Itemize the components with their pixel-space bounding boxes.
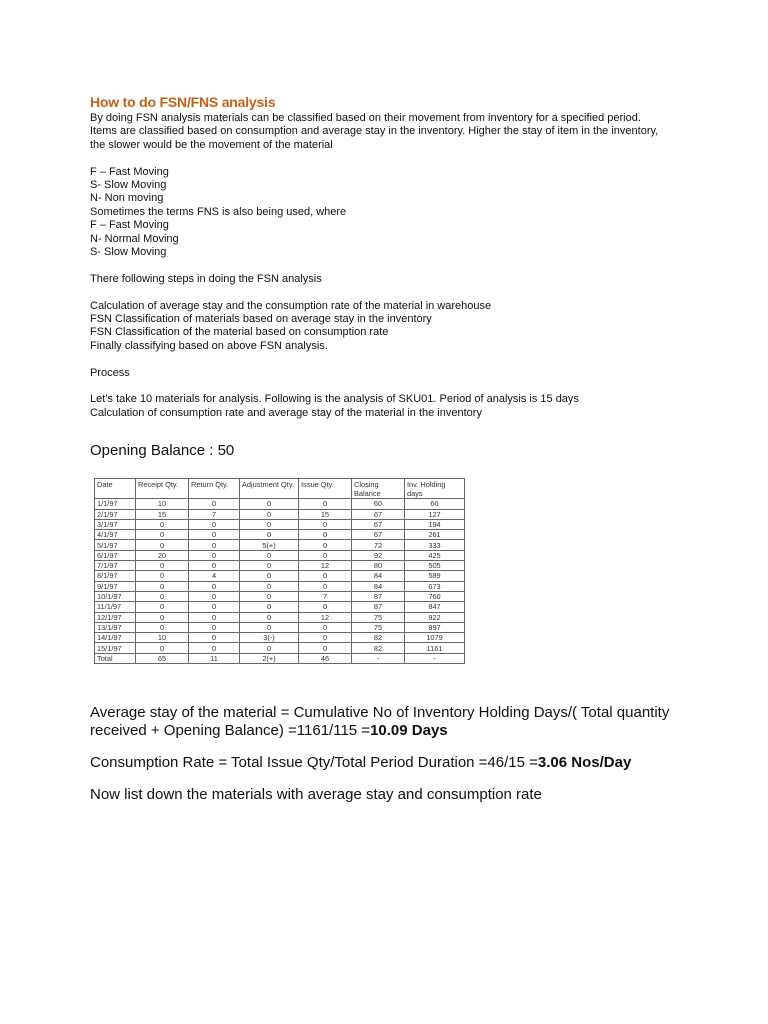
fsn-list-item: S- Slow Moving [90,246,167,259]
column-header: Adjustment Qty. [240,479,299,499]
table-cell: 0 [136,643,189,653]
table-cell: 5/1/97 [95,540,136,550]
table-cell: 87 [352,591,405,601]
table-cell: 5(+) [240,540,299,550]
table-cell: 6/1/97 [95,550,136,560]
table-cell: - [405,653,465,663]
table-row [95,519,465,529]
column-header: Inv. Holding days [405,479,465,499]
table-cell: 673 [405,581,465,591]
intro-line: By doing FSN analysis materials can be classified based on their movement from inventory for a specified period. [90,112,641,124]
page-title: How to do FSN/FNS analysis [90,94,276,110]
table-cell: 0 [299,571,352,581]
table-cell: 0 [299,550,352,560]
table-cell: 0 [240,519,299,529]
table-row [95,602,465,612]
table-cell: 10 [136,499,189,509]
table-cell: 13/1/97 [95,622,136,632]
column-header: Date [95,479,136,499]
column-header: Return Qty. [189,479,240,499]
table-cell: 0 [189,612,240,622]
step-item: FSN Classification of materials based on average stay in the inventory [90,313,432,326]
table-cell: 0 [299,643,352,653]
table-cell: 14/1/97 [95,633,136,643]
table-cell: 0 [299,530,352,540]
average-stay-line: Average stay of the material = Cumulative No of Inventory Holding Days/( Total quantity [90,704,670,722]
table-cell: 7/1/97 [95,561,136,571]
table-cell: 0 [189,530,240,540]
table-cell: 0 [299,499,352,509]
table-cell: 15 [136,509,189,519]
table-cell: 0 [136,561,189,571]
table-cell: 3/1/97 [95,519,136,529]
table-cell: 65 [136,653,189,663]
intro-line: Items are classified based on consumption and average stay in the inventory. Higher the stay of item in the inventory, [90,125,659,138]
table-cell: 505 [405,561,465,571]
table-row [95,581,465,591]
table-cell: 67 [352,530,405,540]
table-cell: 67 [352,509,405,519]
table-cell: 0 [240,591,299,601]
table-cell: 333 [405,540,465,550]
table-cell: 7 [299,591,352,601]
table-row [95,591,465,601]
table-cell: 0 [136,530,189,540]
fsn-list-item: Sometimes the terms FNS is also being used, where [90,205,347,218]
column-header: Closing Balance [352,479,405,499]
table-cell: 3(-) [240,633,299,643]
step-item: Finally classifying based on above FSN analysis. [90,339,328,352]
table-total-row [95,653,465,663]
table-cell: 0 [240,643,299,653]
table-cell: 2/1/97 [95,509,136,519]
closing-line: Now list down the materials with average stay and consumption rate [90,786,542,804]
table-cell: 60 [405,499,465,509]
table-cell: 4/1/97 [95,530,136,540]
table-header-row [95,479,465,499]
table-cell: 9/1/97 [95,581,136,591]
table-cell: 0 [189,622,240,632]
table-cell: 2(+) [240,653,299,663]
table-cell: - [352,653,405,663]
table-cell: 12 [299,612,352,622]
table-cell: 0 [189,540,240,550]
table-cell: 72 [352,540,405,550]
table-cell: 0 [189,591,240,601]
table-cell: 261 [405,530,465,540]
table-cell: 0 [299,519,352,529]
table-cell: 0 [240,612,299,622]
table-cell: 92 [352,550,405,560]
consumption-rate-result: 3.06 Nos/Day [537,754,632,772]
table-row [95,530,465,540]
table-cell: 67 [352,519,405,529]
table-cell: 0 [136,540,189,550]
table-cell: 8/1/97 [95,571,136,581]
table-row [95,499,465,509]
table-cell: 0 [136,591,189,601]
table-cell: 84 [352,571,405,581]
table-cell: 0 [136,602,189,612]
table-row [95,643,465,653]
table-cell: 1079 [405,633,465,643]
table-cell: 0 [136,581,189,591]
table-cell: 0 [189,519,240,529]
table-cell: 0 [240,509,299,519]
table-cell: 0 [136,622,189,632]
table-cell: 0 [240,550,299,560]
table-cell: 0 [240,561,299,571]
table-cell: 847 [405,602,465,612]
column-header: Issue Qty. [299,479,352,499]
table-cell: 0 [136,571,189,581]
table-row [95,633,465,643]
table-cell: 15/1/97 [95,643,136,653]
column-header: Receipt Qty. [136,479,189,499]
table-cell: 0 [299,540,352,550]
sku-analysis-table [94,478,465,664]
steps-intro: There following steps in doing the FSN analysis [90,272,322,285]
table-cell: 0 [299,581,352,591]
table-cell: 0 [189,633,240,643]
table-cell: 760 [405,591,465,601]
average-stay-result: 10.09 Days [370,722,448,740]
table-cell: 84 [352,581,405,591]
table-cell: 60 [352,499,405,509]
process-line: Let’s take 10 materials for analysis. Following is the analysis of SKU01. Period of analysis is 15 days [90,393,579,406]
fsn-list-item: N- Normal Moving [90,232,179,245]
table-cell: 0 [189,602,240,612]
table-cell: 0 [240,602,299,612]
average-stay-formula: received + Opening Balance) =1161/115 = [90,722,371,740]
table-cell: 997 [405,622,465,632]
table-cell: 0 [240,571,299,581]
table-cell: 0 [136,612,189,622]
table-cell: 46 [299,653,352,663]
table-cell: 10/1/97 [95,591,136,601]
table-cell: 0 [240,581,299,591]
table-cell: 0 [299,633,352,643]
fsn-list-item: F – Fast Moving [90,165,169,178]
table-row [95,622,465,632]
table-cell: 82 [352,633,405,643]
table-cell: 87 [352,602,405,612]
table-cell: 0 [136,519,189,529]
step-item: FSN Classification of the material based on consumption rate [90,326,389,339]
consumption-rate-line [90,754,710,772]
table-cell: 75 [352,622,405,632]
table-cell: 194 [405,519,465,529]
table-cell: 15 [299,509,352,519]
table-cell: 589 [405,571,465,581]
table-cell: 0 [189,581,240,591]
table-cell: 127 [405,509,465,519]
table-cell: 80 [352,561,405,571]
document-page [90,94,710,804]
opening-balance: Opening Balance : 50 [90,442,235,460]
table-cell: 75 [352,612,405,622]
table-cell: 10 [136,633,189,643]
step-item: Calculation of average stay and the consumption rate of the material in warehouse [90,299,492,312]
table-cell: 0 [299,602,352,612]
table-row [95,612,465,622]
table-cell: 0 [189,550,240,560]
table-cell: 0 [240,499,299,509]
table-row [95,571,465,581]
process-label: Process [90,366,130,379]
table-cell: 1161 [405,643,465,653]
table-cell: 4 [189,571,240,581]
table-cell: 425 [405,550,465,560]
table-cell: 922 [405,612,465,622]
table-row [95,550,465,560]
table-cell: 7 [189,509,240,519]
fsn-list-item: S- Slow Moving [90,179,167,192]
table-row [95,561,465,571]
table-cell: 12 [299,561,352,571]
table-row [95,509,465,519]
table-cell: 0 [189,561,240,571]
consumption-rate-formula: Consumption Rate = Total Issue Qty/Total Period Duration =46/15 = [90,754,538,772]
table-cell: 20 [136,550,189,560]
table-cell: Total [95,653,136,663]
table-cell: 0 [240,622,299,632]
table-cell: 12/1/97 [95,612,136,622]
table-cell: 0 [299,622,352,632]
fsn-list-item: F – Fast Moving [90,219,169,232]
table-cell: 11/1/97 [95,602,136,612]
table-cell: 82 [352,643,405,653]
fsn-list-item: N- Non moving [90,192,164,205]
intro-line: the slower would be the movement of the material [90,138,333,151]
table-cell: 0 [240,530,299,540]
table-cell: 0 [189,499,240,509]
table-cell: 0 [189,643,240,653]
average-stay-line [90,722,710,740]
table-cell: 1/1/97 [95,499,136,509]
process-line: Calculation of consumption rate and average stay of the material in the inventory [90,406,482,419]
table-row [95,540,465,550]
table-cell: 11 [189,653,240,663]
